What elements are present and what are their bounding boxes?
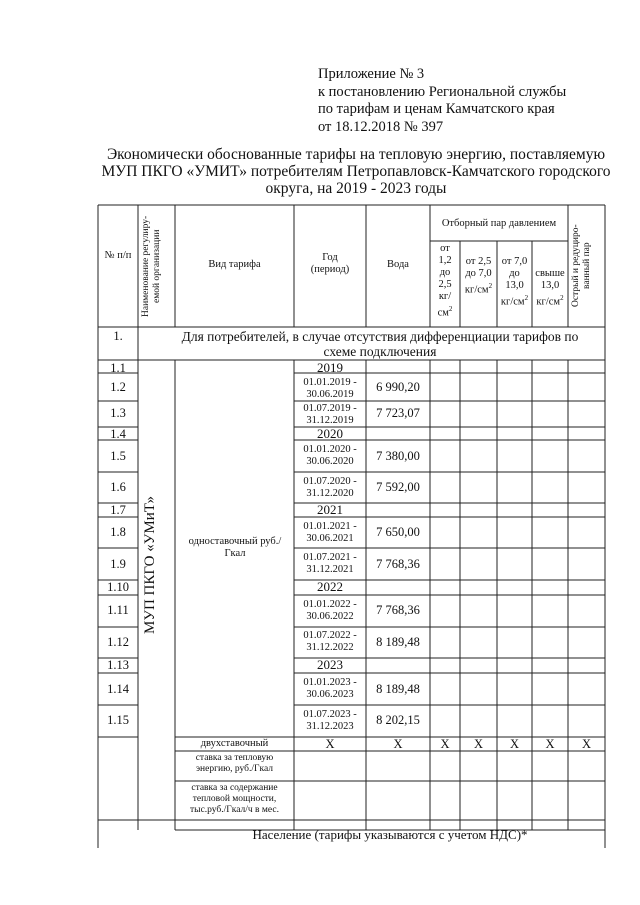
row-number: 1.13	[107, 658, 129, 672]
steam-4-label: свыше 13,0 кг/см	[535, 268, 565, 308]
row-period: 01.07.2021 - 31.12.2021	[303, 552, 357, 575]
row-water-value: 7 723,07	[376, 406, 420, 420]
row-period: 01.01.2023 - 30.06.2023	[303, 677, 357, 700]
row-water-value: 8 202,15	[376, 713, 420, 727]
row-number: 1.9	[110, 557, 126, 571]
column-header-steam-group: Отборный пар давлением	[441, 218, 557, 229]
column-header-water: Вода	[387, 259, 409, 270]
x-mark-steam-4: X	[545, 737, 555, 751]
row-number: 1.4	[110, 427, 126, 441]
x-mark-period: X	[325, 737, 335, 751]
row-water-value: 7 768,36	[376, 603, 420, 617]
row-number: 1.5	[110, 449, 126, 463]
row-period: 01.01.2021 - 30.06.2021	[303, 521, 357, 544]
row-number: 1.2	[110, 380, 126, 394]
row-period: 01.07.2022 - 31.12.2022	[303, 630, 357, 653]
steam-2-label: от 2,5 до 7,0 кг/см	[464, 256, 492, 296]
steam-1-sup: 2	[448, 305, 453, 313]
row-number: 1.7	[110, 503, 126, 517]
x-mark-steam-2: X	[473, 737, 484, 751]
header-line: к постановлению Региональной службы	[318, 83, 567, 100]
row-period: 01.01.2020 - 30.06.2020	[303, 444, 357, 467]
steam-3-label: от 7,0 до 13,0 кг/см	[500, 256, 528, 308]
row-period-year: 2020	[317, 426, 343, 441]
column-header-steam-4	[534, 268, 566, 309]
row-period: 01.07.2020 - 31.12.2020	[303, 476, 357, 499]
steam-1-label: от 1,2 до 2,5 кг/см	[437, 243, 452, 319]
title-line: МУП ПКГО «УМИТ» потребителям Петропавловск-Камчатского городского	[101, 163, 611, 180]
row-water-value: 7 380,00	[376, 449, 420, 463]
column-header-organization: Наименование регулиру-емой организации	[141, 215, 162, 317]
row-number: 1.12	[107, 635, 129, 649]
steam-2-sup: 2	[488, 282, 493, 290]
header-line: от 18.12.2018 № 397	[318, 118, 444, 135]
column-header-number: № п/п	[104, 250, 132, 261]
steam-3-sup: 2	[524, 294, 529, 302]
row-period: 01.01.2019 - 30.06.2019	[303, 377, 357, 400]
row-number: 1.11	[107, 603, 129, 617]
header-line: по тарифам и ценам Камчатского края	[318, 101, 555, 117]
organization-name: МУП ПКГО «УМиТ»	[142, 495, 158, 635]
row-water-value: 6 990,20	[376, 380, 420, 394]
row-water-value: 7 650,00	[376, 525, 420, 539]
x-mark-sharp-steam: X	[581, 737, 592, 751]
column-header-steam-3	[499, 256, 530, 309]
row-number: 1.6	[110, 480, 126, 494]
x-mark-steam-1: X	[440, 737, 450, 751]
row-number: 1.3	[110, 406, 126, 420]
column-header-sharp-steam: Острый и редуциро-ванный пар	[571, 224, 592, 308]
population-section-title: Население (тарифы указываются с учетом НДС)*	[252, 827, 528, 842]
capacity-rate-label: ставка за содержание тепловой мощности, тыс.руб./Гкал/ч в мес.	[190, 783, 279, 815]
row-number: 1.8	[110, 525, 126, 539]
row-period-year: 2019	[317, 360, 343, 375]
steam-4-sup: 2	[560, 294, 564, 302]
column-header-steam-2	[462, 256, 495, 297]
row-period: 01.07.2023 - 31.12.2023	[303, 709, 357, 732]
section-number: 1.	[113, 329, 123, 343]
tariff-kind-one-part: одноставочный руб./Гкал	[188, 536, 282, 559]
column-header-period: Год (период)	[310, 252, 350, 275]
column-header-steam-1	[434, 243, 456, 320]
row-number: 1.15	[107, 713, 129, 727]
row-period-year: 2022	[317, 579, 343, 594]
row-period: 01.01.2022 - 30.06.2022	[303, 599, 357, 622]
row-period-year: 2023	[317, 657, 343, 672]
section-title: Для потребителей, в случае отсутствия дифференциации тарифов по схеме подключения	[181, 329, 579, 359]
column-header-tariff-type: Вид тарифа	[208, 259, 261, 270]
title-line: округа, на 2019 - 2023 годы	[265, 180, 447, 197]
x-mark-steam-3: X	[509, 737, 520, 751]
row-number: 1.14	[107, 682, 129, 696]
tariff-kind-two-part: двухставочный	[200, 738, 269, 749]
row-water-value: 8 189,48	[376, 635, 420, 649]
row-water-value: 7 768,36	[376, 557, 420, 571]
row-water-value: 7 592,00	[376, 480, 420, 494]
row-number: 1.1	[110, 361, 126, 375]
row-period-year: 2021	[317, 502, 343, 517]
row-water-value: 8 189,48	[376, 682, 420, 696]
heat-energy-rate-label: ставка за тепловую энергию, руб./Гкал	[195, 753, 274, 774]
row-period: 01.07.2019 - 31.12.2019	[303, 403, 357, 426]
header-line: Приложение № 3	[318, 66, 425, 82]
row-number: 1.10	[107, 580, 129, 594]
x-mark-water: X	[393, 737, 403, 751]
title-line: Экономически обоснованные тарифы на тепловую энергию, поставляемую	[106, 146, 606, 163]
